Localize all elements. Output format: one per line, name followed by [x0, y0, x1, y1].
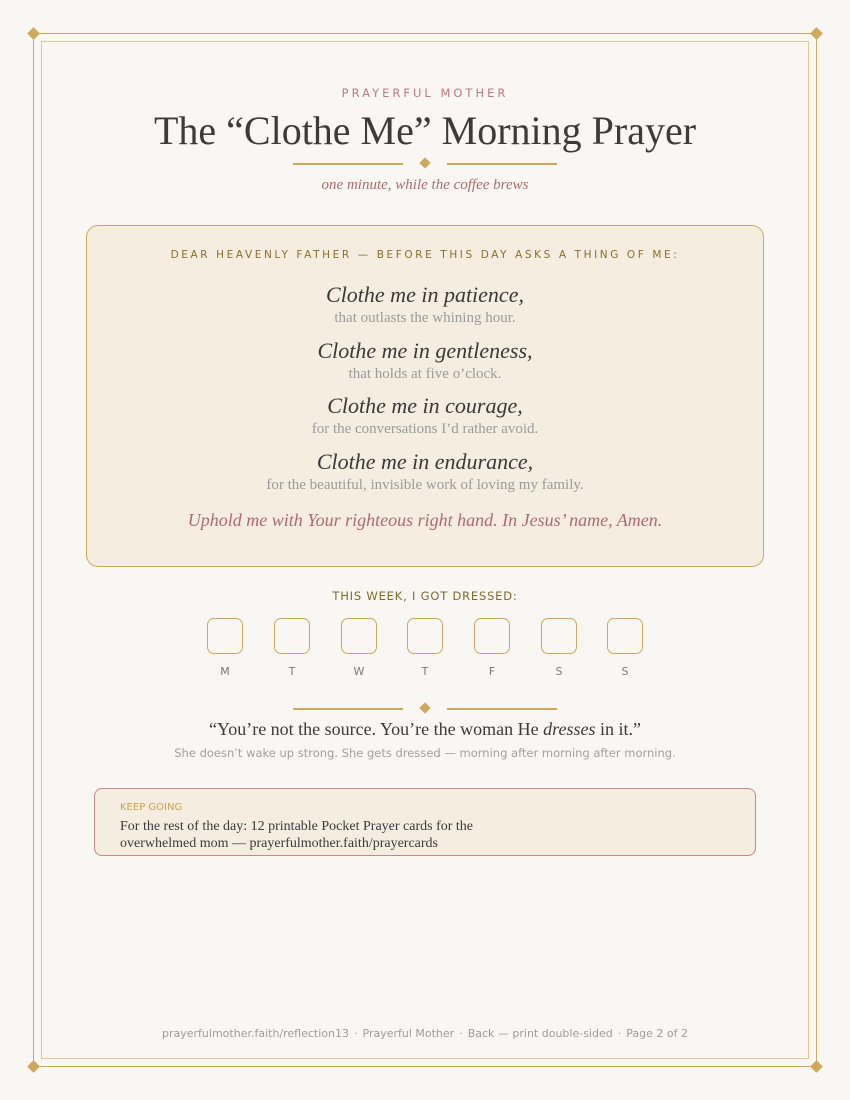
- quote-text: in it.”: [595, 719, 641, 739]
- callout-text: For the rest of the day: 12 printable Pocket Prayer cards for the overwhelmed mom — prayerfulmother.faith/prayercards: [120, 819, 474, 851]
- prayer-closing: Uphold me with Your righteous right hand. In Jesus’ name, Amen.: [187, 510, 663, 530]
- page-subtitle: one minute, while the coffee brews: [321, 177, 529, 193]
- keep-going-callout: [94, 788, 756, 856]
- divider-line: [293, 163, 403, 165]
- verse-line: Clothe me in endurance,: [316, 449, 534, 474]
- callout-title: KEEP GOING: [120, 802, 183, 813]
- brand-eyebrow: PRAYERFUL MOTHER: [341, 86, 509, 100]
- footer-separator: ·: [459, 1027, 463, 1040]
- page-title: The “Clothe Me” Morning Prayer: [153, 108, 697, 153]
- day-label: T: [288, 665, 296, 678]
- verse-detail: for the beautiful, invisible work of loving my family.: [266, 477, 584, 493]
- verse-line: Clothe me in courage,: [327, 393, 523, 418]
- footer-separator: ·: [617, 1027, 622, 1040]
- day-checkbox[interactable]: [341, 618, 377, 654]
- day-item: [273, 618, 311, 678]
- day-label: S: [621, 665, 629, 678]
- verse-line: Clothe me in patience,: [326, 282, 524, 307]
- day-item: [473, 618, 511, 678]
- day-tracker: [0, 618, 850, 688]
- day-item: [406, 618, 444, 678]
- quote-text: “You’re not the source. You’re the woman He: [209, 719, 544, 739]
- footer-url[interactable]: prayerfulmother.faith/reflection13: [162, 1027, 349, 1040]
- day-checkbox[interactable]: [207, 618, 243, 654]
- footer-side-note: Back — print double-sided: [467, 1027, 613, 1040]
- prayer-verse: [87, 393, 763, 439]
- tracker-label: THIS WEEK, I GOT DRESSED:: [332, 589, 518, 603]
- day-checkbox[interactable]: [407, 618, 443, 654]
- day-item: [206, 618, 244, 678]
- diamond-icon: [419, 702, 430, 713]
- verse-detail: for the conversations I’d rather avoid.: [311, 421, 539, 437]
- verse-line: Clothe me in gentleness,: [317, 338, 533, 363]
- day-label: M: [220, 665, 230, 678]
- day-item: [540, 618, 578, 678]
- divider-line: [293, 708, 403, 710]
- day-checkbox[interactable]: [607, 618, 643, 654]
- prayer-verse: [87, 282, 763, 328]
- day-checkbox[interactable]: [274, 618, 310, 654]
- prayer-heading: DEAR HEAVENLY FATHER — BEFORE THIS DAY ASKS A THING OF ME:: [170, 249, 680, 261]
- day-checkbox[interactable]: [541, 618, 577, 654]
- prayer-verse: [87, 449, 763, 495]
- footer-page-number: Page 2 of 2: [626, 1027, 688, 1040]
- footer-separator: ·: [354, 1027, 358, 1040]
- day-label: W: [353, 665, 365, 678]
- diamond-icon: [419, 157, 430, 168]
- quote-emphasis: dresses: [543, 719, 596, 739]
- page-footer: [0, 1027, 850, 1040]
- prayer-verse: [87, 338, 763, 384]
- verse-detail: that outlasts the whining hour.: [334, 310, 516, 326]
- day-label: F: [488, 665, 496, 678]
- verse-detail: that holds at five o’clock.: [348, 366, 502, 382]
- ornament-divider: [0, 159, 850, 169]
- prayer-card: [86, 225, 764, 567]
- day-checkbox[interactable]: [474, 618, 510, 654]
- day-label: S: [555, 665, 563, 678]
- pull-quote: [0, 719, 850, 740]
- ornament-divider: [0, 704, 850, 714]
- divider-line: [447, 163, 557, 165]
- day-item: [606, 618, 644, 678]
- day-label: T: [421, 665, 429, 678]
- day-item: [340, 618, 378, 678]
- footer-brand: Prayerful Mother: [362, 1027, 455, 1040]
- quote-caption: She doesn’t wake up strong. She gets dressed — morning after morning after morning.: [174, 746, 676, 760]
- divider-line: [447, 708, 557, 710]
